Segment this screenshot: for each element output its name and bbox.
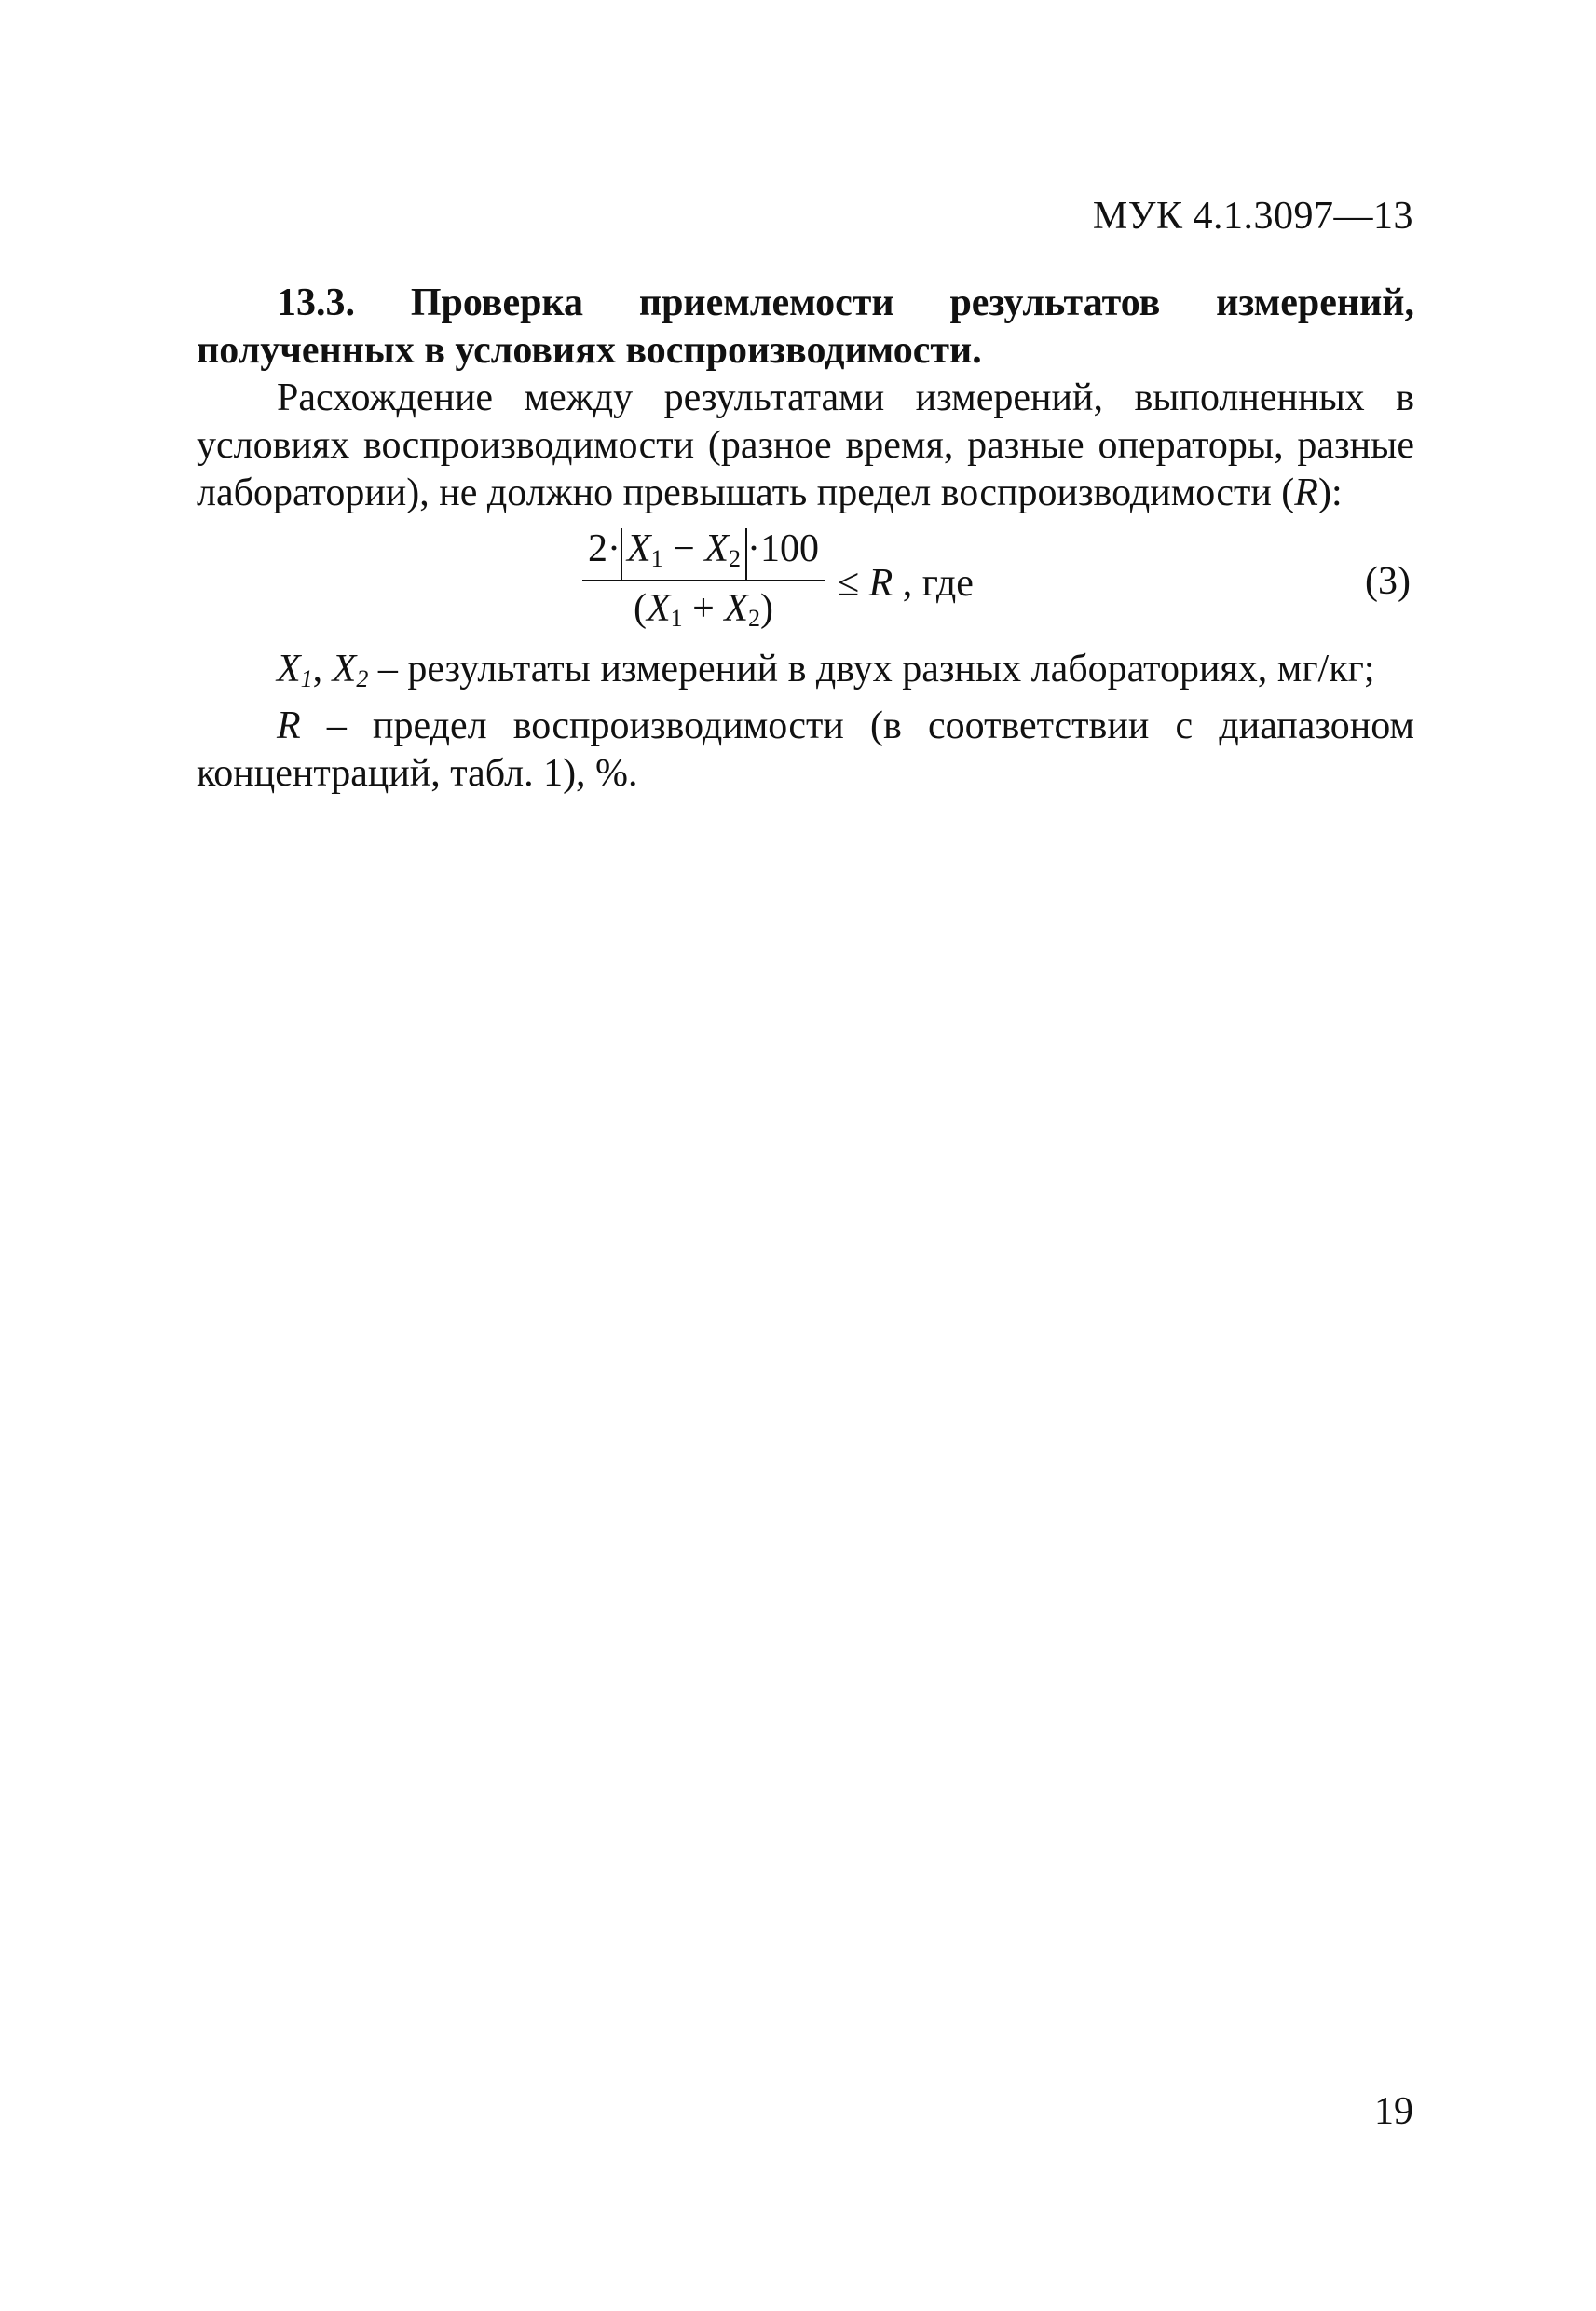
intro-text: Расхождение между результатами измерений, выполненных в условиях воспроизводимости (разное время, разные операторы, разные лаборатории), не должно превышать предел воспроизводимости ( bbox=[197, 376, 1414, 514]
relation-where: , где bbox=[893, 561, 974, 605]
formula-number: (3) bbox=[1365, 560, 1411, 603]
denominator-x1: X bbox=[647, 586, 671, 630]
definition-separator: , bbox=[312, 648, 333, 691]
section-heading-text: 13.3. Проверка приемлемости результатов измерений, полученных в условиях воспроизводимости. bbox=[197, 281, 1414, 372]
formula-row bbox=[197, 521, 1414, 646]
numerator-tail: ·100 bbox=[747, 526, 819, 570]
definition-x2-sub: 2 bbox=[356, 665, 369, 692]
definition-x1-sub: 1 bbox=[300, 665, 313, 692]
formula-numerator bbox=[582, 522, 825, 581]
intro-symbol-r: R bbox=[1294, 472, 1318, 514]
denominator-sub1: 1 bbox=[670, 604, 683, 632]
document-code-header: МУК 4.1.3097—13 bbox=[1092, 195, 1413, 238]
denominator-sub2: 2 bbox=[748, 604, 760, 632]
numerator-x2: X bbox=[704, 526, 729, 570]
formula-denominator bbox=[628, 581, 779, 646]
numerator-x1: X bbox=[627, 526, 651, 570]
denominator-open: ( bbox=[634, 586, 647, 630]
page-number: 19 bbox=[1374, 2090, 1413, 2133]
relation-r-symbol: R bbox=[868, 561, 893, 605]
denominator-x2: X bbox=[724, 586, 748, 630]
absolute-difference bbox=[621, 528, 747, 580]
intro-end: ): bbox=[1317, 472, 1343, 514]
definition-r-symbol: R bbox=[277, 704, 301, 747]
reproducibility-formula bbox=[582, 521, 974, 646]
denominator-plus: + bbox=[682, 586, 725, 630]
numerator-sub2: 2 bbox=[729, 544, 741, 572]
definition-x1-symbol: X bbox=[277, 648, 301, 691]
definition-r-text: – предел воспроизводимости (в соответствии с диапазоном концентраций, табл. 1), %. bbox=[197, 704, 1414, 795]
formula-relation bbox=[838, 560, 974, 608]
definition-x-text: – результаты измерений в двух разных лабораториях, мг/кг; bbox=[368, 648, 1375, 691]
definition-x bbox=[197, 646, 1414, 703]
numerator-minus: − bbox=[662, 526, 705, 570]
relation-sign: ≤ bbox=[838, 561, 869, 605]
page-content bbox=[197, 280, 1414, 798]
definition-r bbox=[197, 703, 1414, 798]
numerator-sub1: 1 bbox=[650, 544, 663, 572]
numerator-lead: 2· bbox=[588, 526, 621, 570]
intro-paragraph bbox=[197, 375, 1414, 517]
denominator-close: ) bbox=[760, 586, 773, 630]
formula-fraction bbox=[582, 522, 825, 646]
section-heading bbox=[197, 280, 1414, 375]
definition-x2-symbol: X bbox=[332, 648, 357, 691]
